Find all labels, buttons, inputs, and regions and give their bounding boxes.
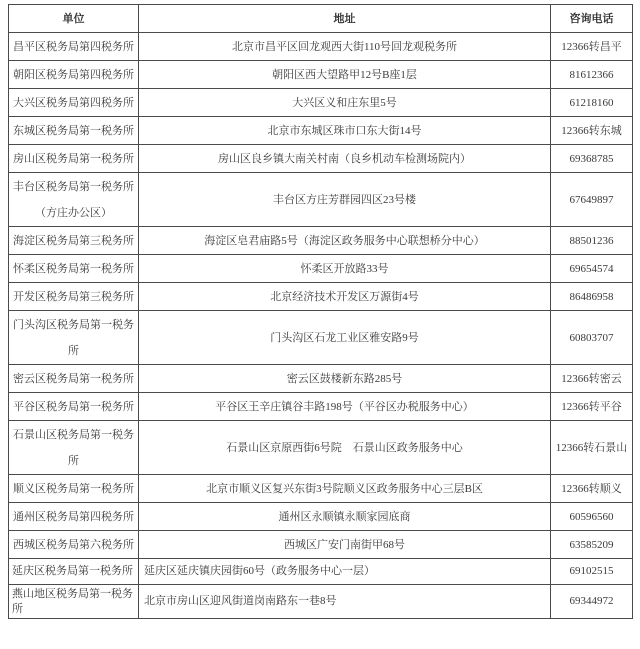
unit-cell: 西城区税务局第六税务所 — [9, 531, 139, 559]
unit-cell: 怀柔区税务局第一税务所 — [9, 255, 139, 283]
header-row — [9, 5, 633, 33]
address-cell: 丰台区方庄芳群园四区23号楼 — [139, 173, 551, 227]
table-row — [9, 61, 633, 89]
unit-cell — [9, 173, 139, 227]
table-row — [9, 503, 633, 531]
table-row — [9, 145, 633, 173]
address-cell: 石景山区京原西街6号院 石景山区政务服务中心 — [139, 421, 551, 475]
unit-line: 所 — [68, 344, 79, 357]
unit-cell: 密云区税务局第一税务所 — [9, 365, 139, 393]
unit-cell: 海淀区税务局第三税务所 — [9, 227, 139, 255]
address-cell: 西城区广安门南街甲68号 — [139, 531, 551, 559]
table-row — [9, 585, 633, 619]
phone-cell: 69368785 — [551, 145, 633, 173]
unit-cell: 房山区税务局第一税务所 — [9, 145, 139, 173]
unit-cell — [9, 421, 139, 475]
address-cell: 通州区永顺镇永顺家园底商 — [139, 503, 551, 531]
address-cell: 北京经济技术开发区万源街4号 — [139, 283, 551, 311]
unit-cell: 东城区税务局第一税务所 — [9, 117, 139, 145]
table-row — [9, 227, 633, 255]
unit-cell — [9, 585, 139, 619]
phone-cell: 12366转密云 — [551, 365, 633, 393]
table-row — [9, 365, 633, 393]
unit-cell: 通州区税务局第四税务所 — [9, 503, 139, 531]
table-row — [9, 283, 633, 311]
phone-cell: 69102515 — [551, 559, 633, 585]
address-cell: 延庆区延庆镇庆园街60号（政务服务中心一层） — [139, 559, 551, 585]
table-row — [9, 531, 633, 559]
table-row — [9, 421, 633, 475]
unit-cell: 大兴区税务局第四税务所 — [9, 89, 139, 117]
unit-cell: 朝阳区税务局第四税务所 — [9, 61, 139, 89]
unit-cell: 平谷区税务局第一税务所 — [9, 393, 139, 421]
address-cell: 怀柔区开放路33号 — [139, 255, 551, 283]
table-body — [9, 33, 633, 619]
table-row — [9, 559, 633, 585]
address-cell: 大兴区义和庄东里5号 — [139, 89, 551, 117]
phone-cell: 12366转顺义 — [551, 475, 633, 503]
address-cell: 北京市昌平区回龙观西大街110号回龙观税务所 — [139, 33, 551, 61]
table-row — [9, 89, 633, 117]
address-cell: 门头沟区石龙工业区雅安路9号 — [139, 311, 551, 365]
phone-cell: 60803707 — [551, 311, 633, 365]
phone-cell: 86486958 — [551, 283, 633, 311]
unit-line: 所 — [12, 602, 23, 615]
address-cell: 海淀区皂君庙路5号（海淀区政务服务中心联想桥分中心） — [139, 227, 551, 255]
tax-office-contact-table — [8, 4, 633, 619]
table-row — [9, 255, 633, 283]
unit-cell: 昌平区税务局第四税务所 — [9, 33, 139, 61]
unit-line: （方庄办公区） — [35, 206, 112, 219]
unit-cell — [9, 311, 139, 365]
header-address: 地址 — [139, 5, 551, 33]
address-cell: 平谷区王辛庄镇谷丰路198号（平谷区办税服务中心） — [139, 393, 551, 421]
unit-line: 石景山区税务局第一税务 — [13, 428, 134, 441]
address-cell: 密云区鼓楼新东路285号 — [139, 365, 551, 393]
table-row — [9, 393, 633, 421]
unit-cell: 延庆区税务局第一税务所 — [9, 559, 139, 585]
unit-cell: 开发区税务局第三税务所 — [9, 283, 139, 311]
header-phone: 咨询电话 — [551, 5, 633, 33]
address-cell: 房山区良乡镇大南关村南（良乡机动车检测场院内） — [139, 145, 551, 173]
table-row — [9, 173, 633, 227]
phone-cell: 12366转东城 — [551, 117, 633, 145]
phone-cell: 60596560 — [551, 503, 633, 531]
phone-cell: 63585209 — [551, 531, 633, 559]
table-row — [9, 475, 633, 503]
phone-cell: 61218160 — [551, 89, 633, 117]
phone-cell: 12366转石景山 — [551, 421, 633, 475]
phone-cell: 69344972 — [551, 585, 633, 619]
phone-cell: 12366转平谷 — [551, 393, 633, 421]
phone-cell: 81612366 — [551, 61, 633, 89]
phone-cell: 88501236 — [551, 227, 633, 255]
unit-line: 燕山地区税务局第一税务 — [12, 587, 133, 600]
unit-cell: 顺义区税务局第一税务所 — [9, 475, 139, 503]
address-cell: 北京市东城区珠市口东大街14号 — [139, 117, 551, 145]
table-row — [9, 117, 633, 145]
table-row — [9, 33, 633, 61]
phone-cell: 12366转昌平 — [551, 33, 633, 61]
table-row — [9, 311, 633, 365]
unit-line: 门头沟区税务局第一税务 — [13, 318, 134, 331]
address-cell: 朝阳区西大望路甲12号B座1层 — [139, 61, 551, 89]
header-unit: 单位 — [9, 5, 139, 33]
phone-cell: 69654574 — [551, 255, 633, 283]
address-cell: 北京市房山区迎风街道岗南路东一巷8号 — [139, 585, 551, 619]
unit-line: 丰台区税务局第一税务所 — [13, 180, 134, 193]
address-cell: 北京市顺义区复兴东街3号院顺义区政务服务中心三层B区 — [139, 475, 551, 503]
table-header — [9, 5, 633, 33]
unit-line: 所 — [68, 454, 79, 467]
phone-cell: 67649897 — [551, 173, 633, 227]
